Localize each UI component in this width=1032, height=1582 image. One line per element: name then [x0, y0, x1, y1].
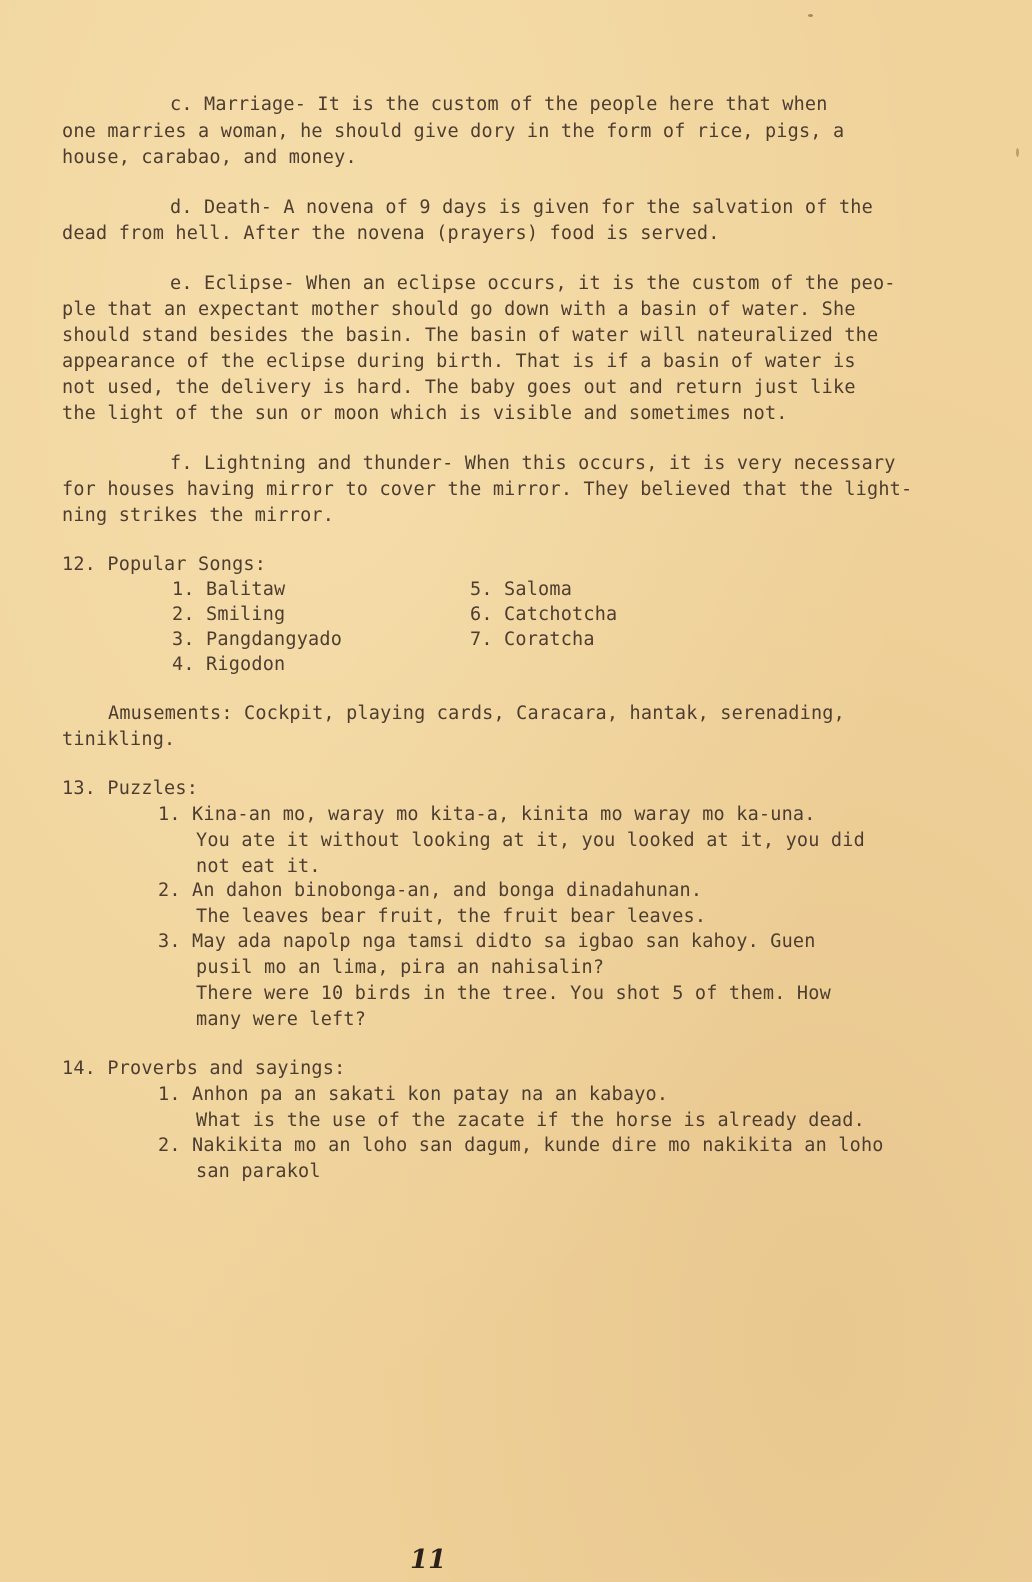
- ink-speck: [1016, 148, 1019, 157]
- eclipse-line-6: the light of the sun or moon which is visible and sometimes not.: [62, 403, 788, 424]
- amusements-line-1: Amusements: Cockpit, playing cards, Caracara, hantak, serenading,: [108, 703, 845, 724]
- song-item: 1. Balitaw: [172, 579, 286, 600]
- song-item: 3. Pangdangyado: [172, 629, 343, 650]
- eclipse-line-2: ple that an expectant mother should go down with a basin of water. She: [62, 299, 856, 320]
- lightning-line-1: f. Lightning and thunder- When this occurs, it is very necessary: [170, 453, 896, 474]
- songs-heading: 12. Popular Songs:: [62, 554, 267, 575]
- ink-speck: [808, 14, 813, 17]
- puzzle-line: There were 10 birds in the tree. You shot 5 of them. How: [196, 983, 831, 1004]
- puzzle-line: You ate it without looking at it, you looked at it, you did: [196, 830, 865, 851]
- puzzle-line: The leaves bear fruit, the fruit bear leaves.: [196, 906, 707, 927]
- puzzle-line: not eat it.: [196, 856, 321, 877]
- song-item: 6. Catchotcha: [470, 604, 618, 625]
- puzzles-heading: 13. Puzzles:: [62, 778, 199, 799]
- song-item: 2. Smiling: [172, 604, 286, 625]
- eclipse-line-3: should stand besides the basin. The basin of water will nateuralized the: [62, 325, 879, 346]
- amusements-line-2: tinikling.: [62, 729, 176, 750]
- proverb-line: 2. Nakikita mo an loho san dagum, kunde dire mo nakikita an loho: [158, 1135, 884, 1156]
- proverb-line: What is the use of the zacate if the horse is already dead.: [196, 1110, 865, 1131]
- proverbs-heading: 14. Proverbs and sayings:: [62, 1058, 346, 1079]
- puzzle-line: 1. Kina-an mo, waray mo kita-a, kinita mo waray mo ka-una.: [158, 804, 816, 825]
- marriage-line-3: house, carabao, and money.: [62, 147, 357, 168]
- marriage-line-2: one marries a woman, he should give dory in the form of rice, pigs, a: [62, 121, 845, 142]
- eclipse-line-4: appearance of the eclipse during birth. That is if a basin of water is: [62, 351, 856, 372]
- eclipse-line-5: not used, the delivery is hard. The baby goes out and return just like: [62, 377, 856, 398]
- song-item: 7. Coratcha: [470, 629, 595, 650]
- lightning-line-2: for houses having mirror to cover the mirror. They believed that the light-: [62, 479, 913, 500]
- puzzle-line: pusil mo an lima, pira an nahisalin?: [196, 957, 605, 978]
- song-item: 4. Rigodon: [172, 654, 286, 675]
- song-item: 5. Saloma: [470, 579, 573, 600]
- proverb-line: san parakol: [196, 1161, 321, 1182]
- death-line-1: d. Death- A novena of 9 days is given for the salvation of the: [170, 197, 873, 218]
- puzzle-line: 2. An dahon binobonga-an, and bonga dinadahunan.: [158, 880, 703, 901]
- puzzle-line: many were left?: [196, 1009, 367, 1030]
- marriage-line-1: c. Marriage- It is the custom of the people here that when: [170, 94, 828, 115]
- puzzle-line: 3. May ada napolp nga tamsi didto sa igbao san kahoy. Guen: [158, 931, 816, 952]
- proverb-line: 1. Anhon pa an sakati kon patay na an kabayo.: [158, 1084, 669, 1105]
- eclipse-line-1: e. Eclipse- When an eclipse occurs, it is the custom of the peo-: [170, 273, 896, 294]
- death-line-2: dead from hell. After the novena (prayers) food is served.: [62, 223, 720, 244]
- lightning-line-3: ning strikes the mirror.: [62, 505, 335, 526]
- page-number: 11: [410, 1545, 447, 1575]
